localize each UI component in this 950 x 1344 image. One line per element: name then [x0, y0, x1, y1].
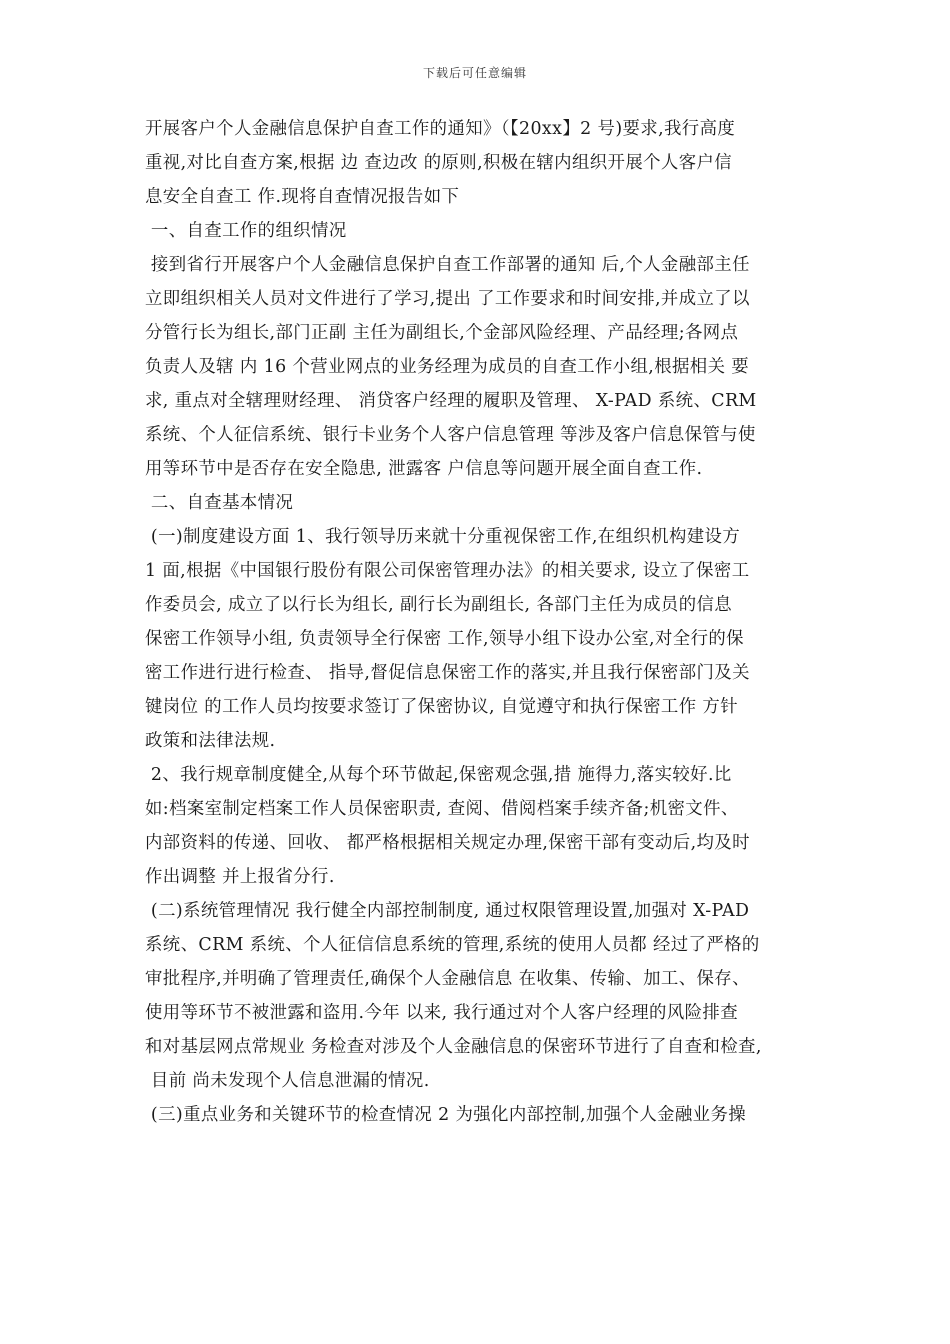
text-line: (二)系统管理情况 我行健全内部控制制度, 通过权限管理设置,加强对 X-PAD [145, 901, 750, 921]
text-line: 接到省行开展客户个人金融信息保护自查工作部署的通知 后,个人金融部主任 [145, 255, 750, 275]
text-line: 息安全自查工 作.现将自查情况报告如下 [145, 187, 460, 207]
text-line: 开展客户个人金融信息保护自查工作的通知》（【20xx】2 号)要求,我行高度 [145, 119, 736, 139]
text-line: 分管行长为组长,部门正副 主任为副组长,个金部风险经理、产品经理;各网点 [145, 323, 739, 343]
text-line: 审批程序,并明确了管理责任,确保个人金融信息 在收集、传输、加工、保存、 [145, 969, 750, 989]
section-heading: 二、自查基本情况 [145, 493, 294, 513]
text-line: 键岗位 的工作人员均按要求签订了保密协议, 自觉遵守和执行保密工作 方针 [145, 697, 739, 717]
text-line: 负责人及辖 内 16 个营业网点的业务经理为成员的自查工作小组,根据相关 要 [145, 357, 750, 377]
section-heading: 一、自查工作的组织情况 [145, 221, 347, 241]
text-line: 用等环节中是否存在安全隐患, 泄露客 户信息等问题开展全面自查工作. [145, 459, 703, 479]
text-line: 如:档案室制定档案工作人员保密职责, 查阅、借阅档案手续齐备;机密文件、 [145, 799, 739, 819]
text-line: 内部资料的传递、回收、 都严格根据相关规定办理,保密干部有变动后,均及时 [145, 833, 750, 853]
text-line: 保密工作领导小组, 负责领导全行保密 工作,领导小组下设办公室,对全行的保 [145, 629, 744, 649]
text-line: (一)制度建设方面 1、我行领导历来就十分重视保密工作,在组织机构建设方 [145, 527, 741, 547]
text-line: 作委员会, 成立了以行长为组长, 副行长为副组长, 各部门主任为成员的信息 [145, 595, 733, 615]
text-line: (三)重点业务和关键环节的检查情况 2 为强化内部控制,加强个人金融业务操 [145, 1105, 747, 1125]
text-line: 密工作进行进行检查、 指导,督促信息保密工作的落实,并且我行保密部门及关 [145, 663, 750, 683]
text-line: 和对基层网点常规业 务检查对涉及个人金融信息的保密环节进行了自查和检查, [145, 1037, 762, 1057]
page-header-note: 下载后可任意编辑 [422, 66, 527, 80]
text-line: 作出调整 并上报省分行. [145, 867, 335, 887]
text-line: 2、我行规章制度健全,从每个环节做起,保密观念强,措 施得力,落实较好.比 [145, 765, 732, 785]
text-line: 重视,对比自查方案,根据 边 查边改 的原则,积极在辖内组织开展个人客户信 [145, 153, 733, 173]
text-line: 目前 尚未发现个人信息泄漏的情况. [145, 1071, 430, 1091]
text-line: 立即组织相关人员对文件进行了学习,提出 了工作要求和时间安排,并成立了以 [145, 289, 750, 309]
text-line: 政策和法律法规. [145, 731, 276, 751]
text-line: 系统、个人征信系统、银行卡业务个人客户信息管理 等涉及客户信息保管与使 [145, 425, 756, 445]
text-line: 求, 重点对全辖理财经理、 消贷客户经理的履职及管理、 X-PAD 系统、CRM [145, 391, 757, 411]
text-line: 使用等环节不被泄露和盗用.今年 以来, 我行通过对个人客户经理的风险排查 [145, 1003, 739, 1023]
text-line: 系统、CRM 系统、个人征信信息系统的管理,系统的使用人员都 经过了严格的 [145, 935, 760, 955]
text-line: 1 面,根据《中国银行股份有限公司保密管理办法》的相关要求, 设立了保密工 [145, 561, 750, 581]
